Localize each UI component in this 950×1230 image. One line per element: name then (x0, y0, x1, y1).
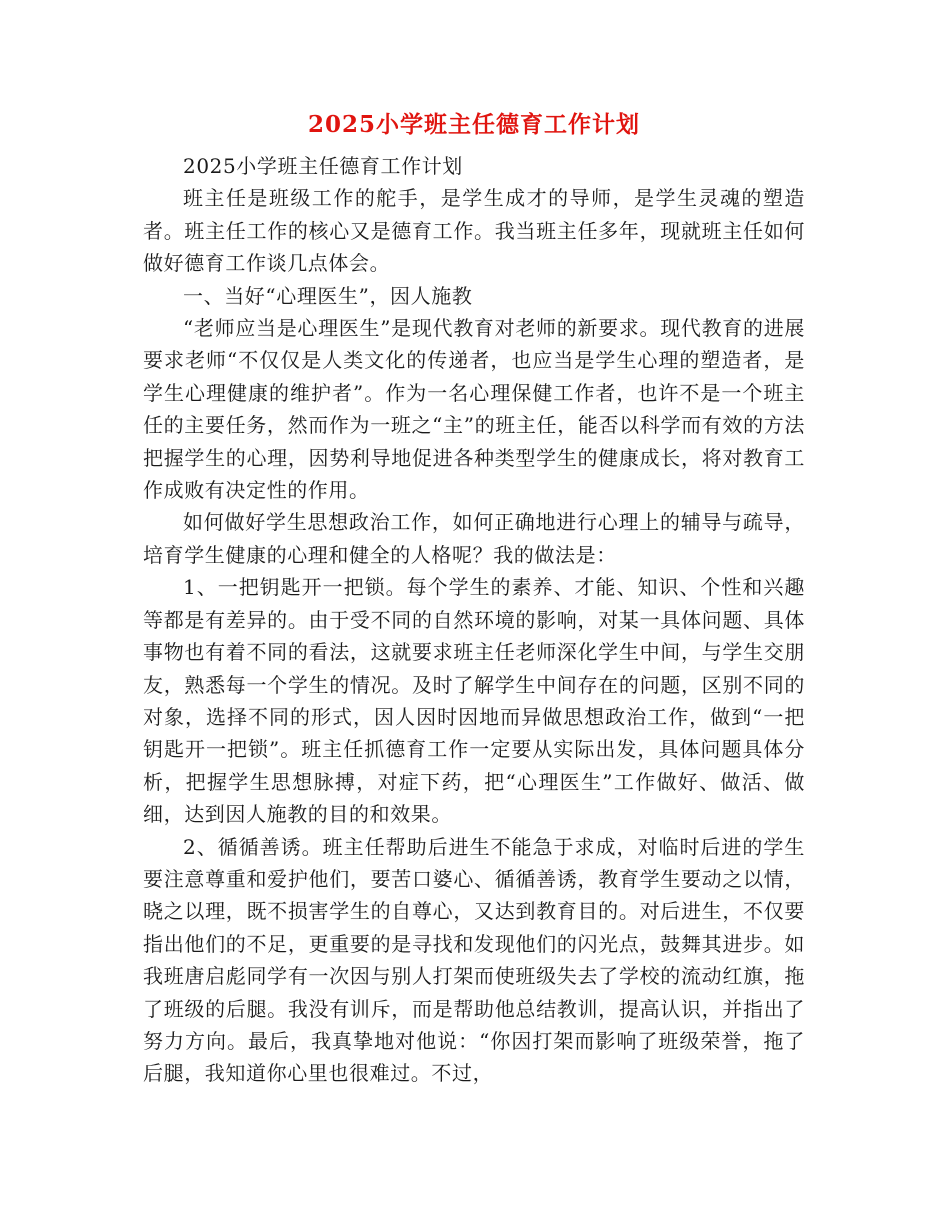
paragraph-point-2: 2、循循善诱。班主任帮助后进生不能急于求成，对临时后进的学生要注意尊重和爱护他们，要苦口婆心、循循善诱，教育学生要动之以情，晓之以理，既不损害学生的自尊心，又达到教育目的。对后进生，不仅要指出他们的不足，更重要的是寻找和发现他们的闪光点，鼓舞其进步。如我班唐启彪同学有一次因与别人打架而使班级失去了学校的流动红旗，拖了班级的后腿。我没有训斥，而是帮助他总结教训，提高认识，并指出了努力方向。最后，我真挚地对他说：“你因打架而影响了班级荣誉，拖了后腿，我知道你心里也很难过。不过， (143, 834, 805, 1086)
paragraph-question: 如何做好学生思想政治工作，如何正确地进行心理上的辅导与疏导，培育学生健康的心理和健全的人格呢？我的做法是： (143, 510, 805, 567)
document-page (143, 108, 805, 1090)
paragraph-psychology: “老师应当是心理医生”是现代教育对老师的新要求。现代教育的进展要求老师“不仅仅是人类文化的传递者，也应当是学生心理的塑造者，是学生心理健康的维护者”。作为一名心理保健工作者，也许不是一个班主任的主要任务，然而作为一班之“主”的班主任，能否以科学而有效的方法把握学生的心理，因势利导地促进各种类型学生的健康成长，将对教育工作成败有决定性的作用。 (143, 316, 805, 503)
section-heading-1: 一、当好“心理医生”，因人施教 (183, 283, 473, 308)
paragraph-subtitle: 2025小学班主任德育工作计划 (183, 154, 463, 178)
document-title: 2025小学班主任德育工作计划 (307, 111, 640, 138)
paragraph-intro: 班主任是班级工作的舵手，是学生成才的导师，是学生灵魂的塑造者。班主任工作的核心又是德育工作。我当班主任多年，现就班主任如何做好德育工作谈几点体会。 (143, 186, 805, 276)
paragraph-point-1: 1、一把钥匙开一把锁。每个学生的素养、才能、知识、个性和兴趣等都是有差异的。由于受不同的自然环境的影响，对某一具体问题、具体事物也有着不同的看法，这就要求班主任老师深化学生中间，与学生交朋友，熟悉每一个学生的情况。及时了解学生中间存在的问题，区别不同的对象，选择不同的形式，因人因时因地而异做思想政治工作，做到“一把钥匙开一把锁”。班主任抓德育工作一定要从实际出发，具体问题具体分析，把握学生思想脉搏，对症下药，把“心理医生”工作做好、做活、做细，达到因人施教的目的和效果。 (143, 575, 805, 827)
